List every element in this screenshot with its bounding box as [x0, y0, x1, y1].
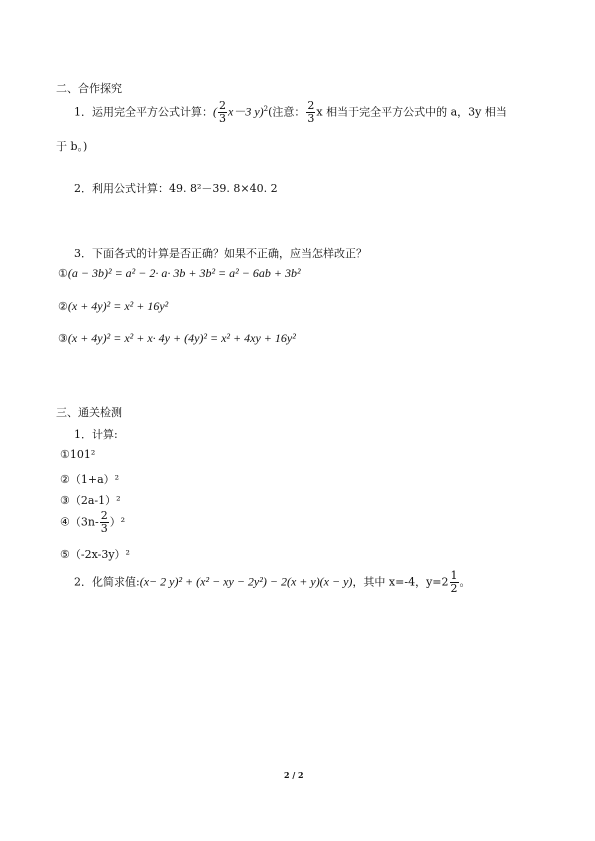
paren-open: (: [213, 104, 217, 119]
item-3-1-2: [60, 471, 119, 487]
fraction-denominator: 3: [100, 522, 108, 535]
item-2-3-2: [58, 299, 168, 314]
item-3-1-3: [60, 492, 121, 508]
section-2-heading: 二、合作探究: [56, 82, 122, 95]
item-text: 101²: [69, 448, 96, 461]
circled-marker: ⑤: [60, 548, 70, 561]
question-3-1: 1．计算:: [74, 428, 118, 441]
item-text-b: ）²: [109, 515, 126, 529]
fraction-denominator: 3: [307, 112, 315, 125]
fraction-one-half: [450, 570, 459, 595]
fraction-two-thirds-item: [100, 510, 109, 535]
note-open: (注意：: [268, 105, 306, 119]
fraction-denominator: 3: [219, 112, 226, 125]
item-text: （2a-1）²: [69, 494, 121, 507]
item-2-3-3: [58, 331, 296, 346]
fraction-numerator: 2: [219, 99, 226, 112]
item-text: （-2x-3y）²: [69, 548, 130, 561]
expression: (a − 3b)² = a² − 2· a· 3b + 3b² = a² − 6ab + 3b²: [67, 266, 301, 280]
page-number: 2 / 2: [284, 770, 304, 780]
circled-marker: ①: [60, 448, 70, 461]
question-2-3: 3．下面各式的计算是否正确？如果不正确，应当怎样改正？: [74, 247, 367, 260]
question-3-2-expr: (x− 2 y)² + (x² − xy − 2y²) − 2(x + y)(x − y): [139, 574, 353, 589]
circled-marker: ②: [58, 300, 68, 313]
circled-marker: ①: [58, 267, 68, 280]
question-2-1-prefix: 1．运用完全平方公式计算：: [74, 105, 213, 119]
question-2-1-note-end: 于 b。): [56, 140, 88, 153]
fraction-numerator: 2: [307, 99, 315, 112]
question-3-2: [74, 570, 471, 595]
section-3-heading: 三、通关检测: [56, 406, 122, 419]
fraction-denominator: 2: [450, 582, 458, 595]
fraction-two-thirds-note: [306, 100, 315, 125]
question-2-2: 2．利用公式计算：49. 8²－39. 8×40. 2: [74, 182, 278, 195]
question-3-2-suffix: ，其中 x=-4，y=2: [352, 575, 449, 589]
question-3-2-prefix: 2．化简求值:: [74, 575, 140, 589]
fraction-numerator: 2: [100, 509, 108, 522]
fraction-two-thirds: [218, 100, 227, 125]
item-text: （1+a）²: [69, 473, 120, 486]
exponent: 2: [263, 104, 269, 113]
circled-marker: ③: [60, 494, 70, 507]
expression: (x + 4y)² = x² + x· 4y + (4y)² = x² + 4xy + 16y²: [67, 331, 296, 345]
circled-marker: ②: [60, 473, 70, 486]
circled-marker: ③: [58, 332, 68, 345]
question-3-2-end: 。: [459, 575, 471, 589]
item-2-3-1: [58, 266, 301, 281]
expression: (x + 4y)² = x² + 16y²: [67, 299, 169, 313]
question-2-1: [74, 100, 507, 125]
fraction-numerator: 1: [450, 569, 458, 582]
item-3-1-1: [60, 448, 95, 461]
circled-marker: ④: [60, 515, 70, 529]
item-3-1-5: [60, 546, 130, 562]
question-2-1-expr: x－3 y): [228, 104, 264, 119]
note-mid: x 相当于完全平方公式中的 a，3y 相当: [316, 105, 507, 119]
item-text-a: （3n-: [69, 515, 99, 529]
item-3-1-4: [60, 510, 125, 535]
